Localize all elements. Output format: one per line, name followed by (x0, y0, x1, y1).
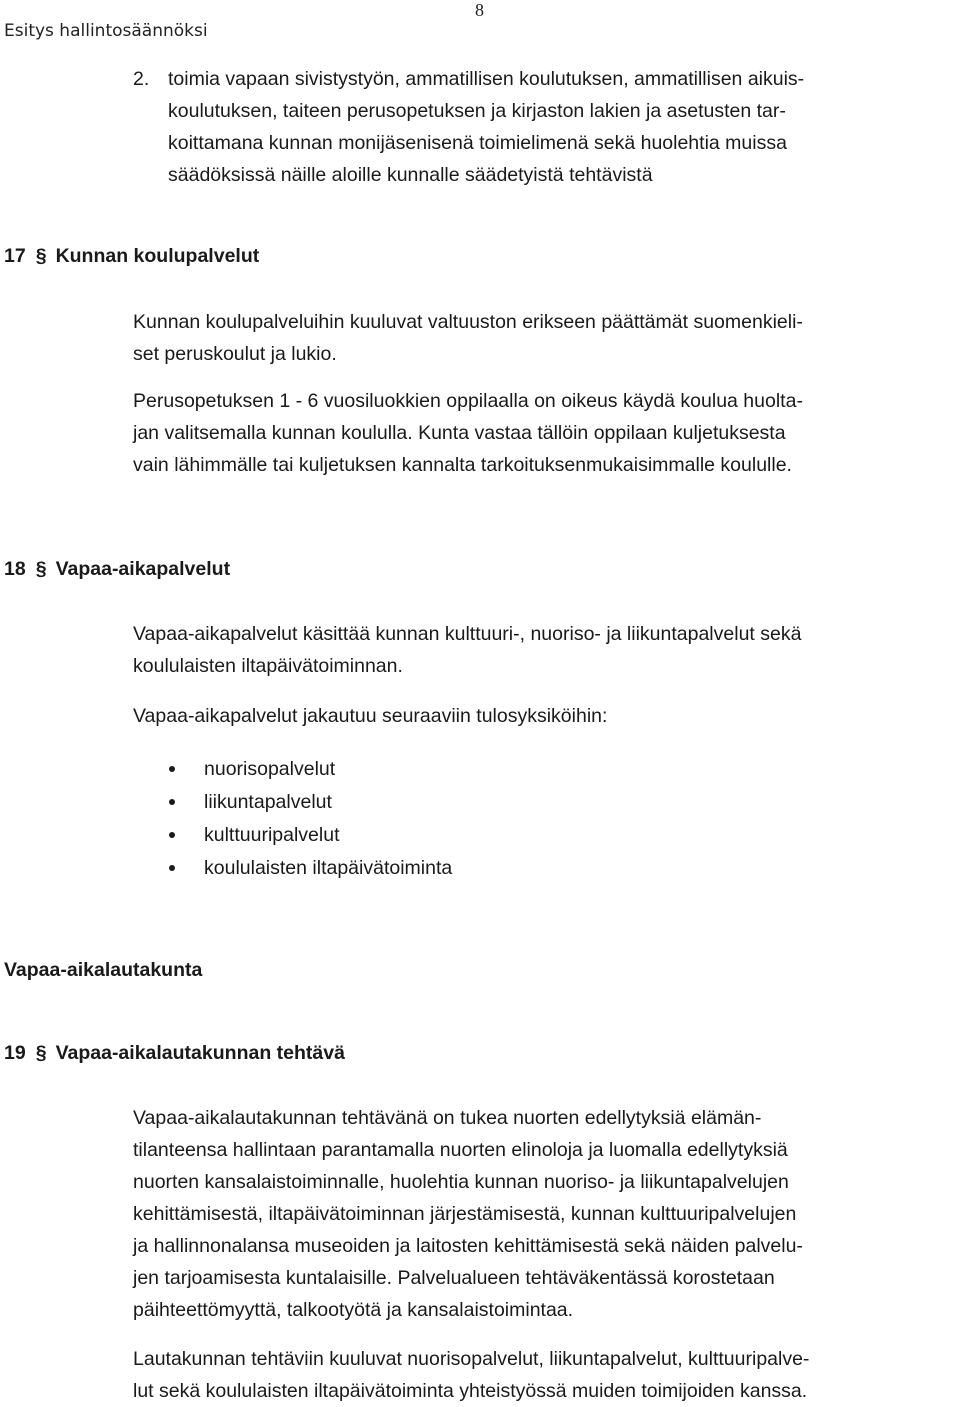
section-heading-18 (4, 558, 230, 581)
text-line: kehittämisestä, iltapäivätoiminnan järjestämisestä, kunnan kulttuuripalvelujen (133, 1203, 797, 1225)
section-title: Vapaa-aikalautakunnan tehtävä (55, 1042, 345, 1064)
paragraph (133, 306, 803, 370)
text-line: tilanteensa hallintaan parantamalla nuorten elinoloja ja luomalla edellytyksiä (133, 1139, 788, 1161)
section-number: 19 (4, 1042, 26, 1064)
text-line: koulutuksen, taiteen perusopetuksen ja kirjaston lakien ja asetusten tar- (168, 100, 786, 122)
bullet-icon (169, 865, 175, 871)
section-number: 18 (4, 558, 26, 580)
section-number: 17 (4, 245, 26, 267)
text-line: Lautakunnan tehtäviin kuuluvat nuorisopalvelut, liikuntapalvelut, kulttuuripalve- (133, 1348, 810, 1370)
list-item: nuorisopalvelut (204, 758, 336, 780)
paragraph (133, 1102, 803, 1326)
text-line: jen tarjoamisesta kuntalaisille. Palvelualueen tehtäväkentässä korostetaan (133, 1267, 775, 1289)
list-item-number: 2. (133, 68, 150, 90)
paragraph (133, 385, 803, 481)
section-sign: § (35, 245, 47, 267)
list-item-text (168, 63, 804, 191)
paragraph: Vapaa-aikapalvelut jakautuu seuraaviin tulosyksiköihin: (133, 705, 608, 727)
list-item: kulttuuripalvelut (204, 824, 340, 846)
list-item: liikuntapalvelut (204, 791, 332, 813)
list-item: koululaisten iltapäivätoiminta (204, 857, 453, 879)
text-line: Vapaa-aikalautakunnan tehtävänä on tukea nuorten edellytyksiä elämän- (133, 1107, 762, 1129)
text-line: ja hallinnonalansa museoiden ja laitosten kehittämisestä sekä näiden palvelu- (133, 1235, 803, 1257)
bullet-icon (169, 799, 175, 805)
text-line: päihteettömyyttä, talkootyötä ja kansalaistoimintaa. (133, 1299, 574, 1321)
bullet-icon (169, 766, 175, 772)
text-line: jan valitsemalla kunnan koululla. Kunta vastaa tällöin oppilaan kuljetuksesta (133, 422, 786, 444)
text-line: lut sekä koululaisten iltapäivätoiminta yhteistyössä muiden toimijoiden kanssa. (133, 1380, 808, 1402)
text-line: koululaisten iltapäivätoiminnan. (133, 655, 403, 677)
paragraph (133, 1343, 809, 1407)
chapter-heading: Vapaa-aikalautakunta (4, 959, 203, 981)
section-title: Kunnan koulupalvelut (55, 245, 260, 267)
text-line: vain lähimmälle tai kuljetuksen kannalta tarkoituksenmukaisimmalle koululle. (133, 454, 792, 476)
text-line: Kunnan koulupalveluihin kuuluvat valtuuston erikseen päättämät suomenkieli- (133, 311, 803, 333)
paragraph (133, 618, 801, 682)
section-sign: § (35, 1042, 47, 1064)
section-heading-19 (4, 1042, 345, 1065)
text-line: Vapaa-aikapalvelut käsittää kunnan kulttuuri-, nuoriso- ja liikuntapalvelut sekä (133, 623, 802, 645)
page-number: 8 (475, 0, 484, 20)
document-label: Esitys hallintosäännöksi (4, 21, 208, 41)
section-sign: § (35, 558, 47, 580)
section-title: Vapaa-aikapalvelut (55, 558, 231, 580)
text-line: koittamana kunnan monijäsenisenä toimielimenä sekä huolehtia muissa (168, 132, 787, 154)
text-line: set peruskoulut ja lukio. (133, 343, 337, 365)
text-line: toimia vapaan sivistystyön, ammatillisen koulutuksen, ammatillisen aikuis- (168, 68, 805, 90)
bullet-icon (169, 832, 175, 838)
text-line: Perusopetuksen 1 - 6 vuosiluokkien oppilaalla on oikeus käydä koulua huolta- (133, 390, 803, 412)
text-line: nuorten kansalaistoiminnalle, huolehtia kunnan nuoriso- ja liikuntapalvelujen (133, 1171, 789, 1193)
text-line: säädöksissä näille aloille kunnalle säädetyistä tehtävistä (168, 164, 653, 186)
section-heading-17 (4, 245, 259, 268)
